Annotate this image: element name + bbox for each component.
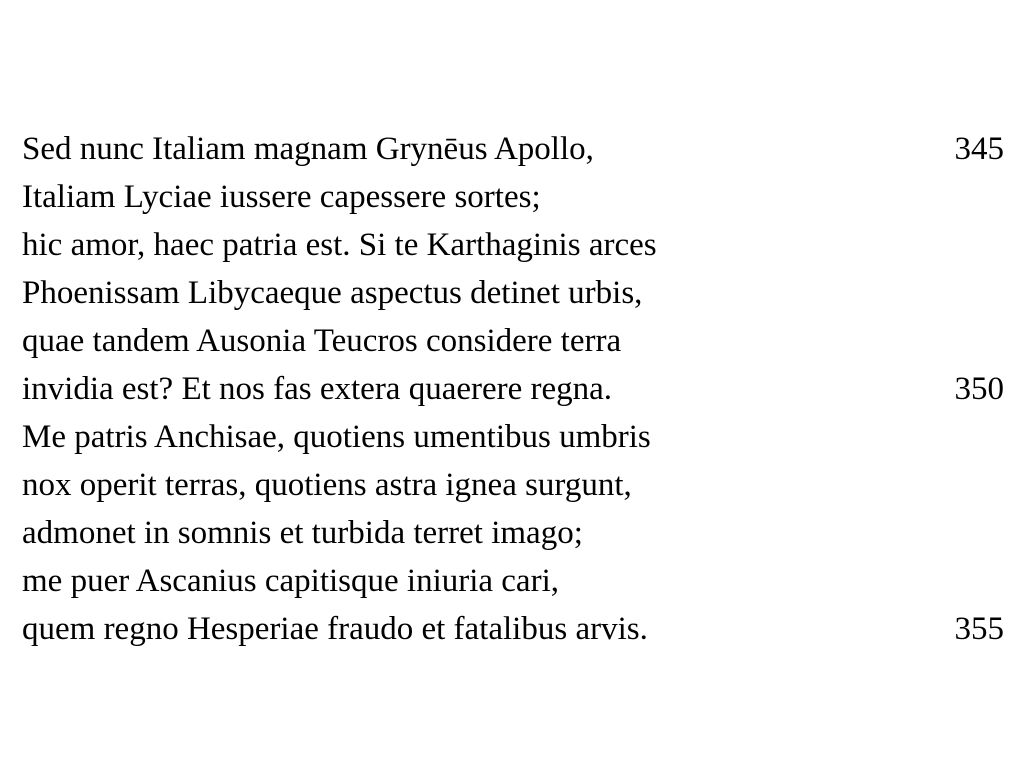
verse-text: quem regno Hesperiae fraudo et fatalibus arvis. (22, 611, 648, 647)
verse-text: Me patris Anchisae, quotiens umentibus umbris (22, 419, 651, 455)
verse-line (22, 173, 1004, 221)
verse-line (22, 317, 1004, 365)
line-number: 345 (954, 131, 1004, 167)
verse-line (22, 461, 1004, 509)
verse-text: quae tandem Ausonia Teucros considere terra (22, 323, 622, 359)
verse-line (22, 125, 1004, 173)
verse-text: invidia est? Et nos fas extera quaerere regna. (22, 371, 613, 407)
verse-text: Italiam Lyciae iussere capessere sortes; (22, 179, 541, 215)
verse-text: me puer Ascanius capitisque iniuria cari, (22, 563, 559, 599)
verse-text: Phoenissam Libycaeque aspectus detinet urbis, (22, 275, 643, 311)
verse-text: hic amor, haec patria est. Si te Karthaginis arces (22, 227, 657, 263)
verse-line (22, 221, 1004, 269)
verse-line (22, 557, 1004, 605)
verse-line (22, 413, 1004, 461)
verse-text: Sed nunc Italiam magnam Grynēus Apollo, (22, 131, 594, 167)
verse-line (22, 365, 1004, 413)
line-number: 355 (954, 611, 1004, 647)
verse-text: nox operit terras, quotiens astra ignea surgunt, (22, 467, 632, 503)
poem-block (22, 125, 1004, 653)
verse-line (22, 269, 1004, 317)
line-number: 350 (954, 371, 1004, 407)
verse-text: admonet in somnis et turbida terret imago; (22, 515, 583, 551)
verse-line (22, 605, 1004, 653)
verse-line (22, 509, 1004, 557)
